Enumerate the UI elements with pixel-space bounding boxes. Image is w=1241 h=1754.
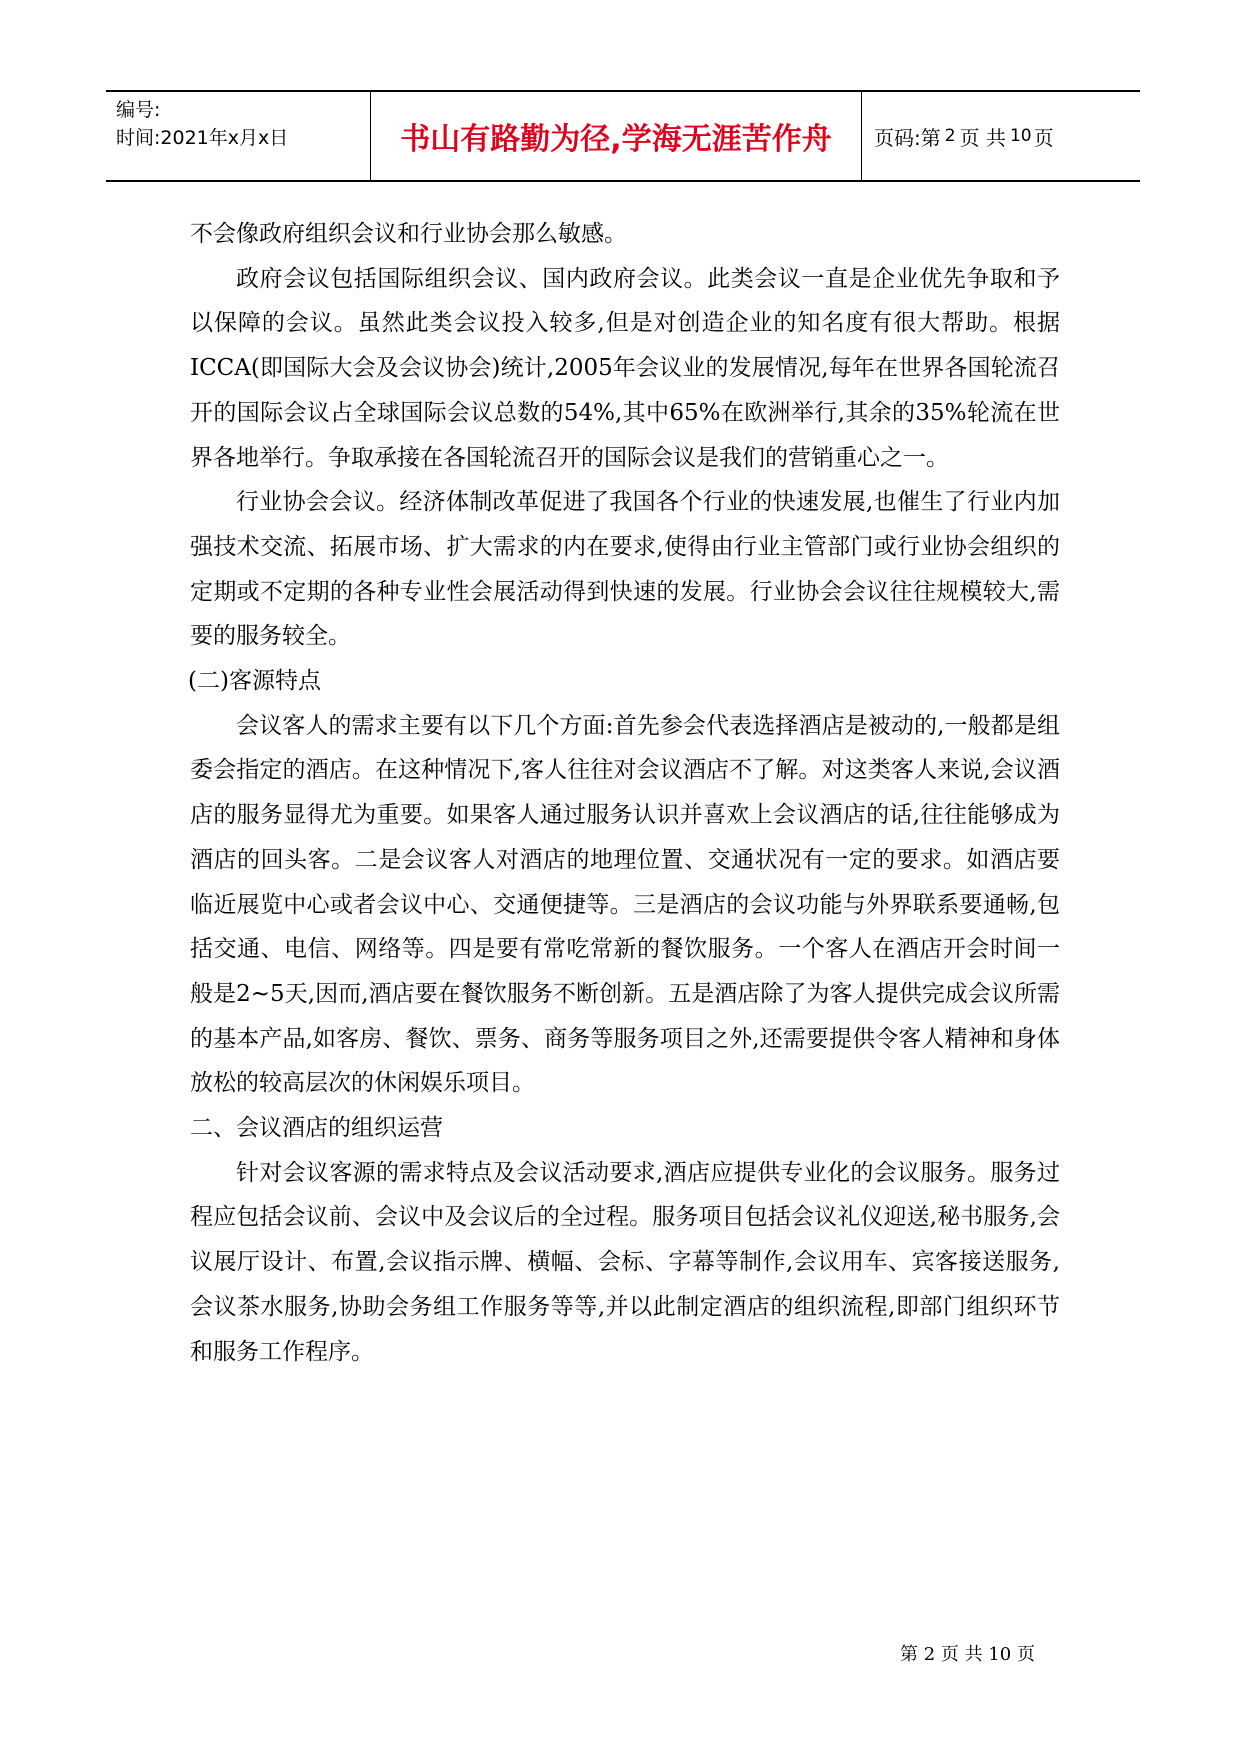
section-heading: (二)客源特点 — [188, 668, 321, 695]
page-prefix: 页码:第 — [874, 125, 941, 150]
page-number: 2 — [944, 126, 956, 146]
page-footer: 第 2 页 共 10 页 — [900, 1644, 1035, 1665]
document-number-label: 编号: — [116, 99, 161, 121]
page-suffix: 页 — [1033, 125, 1054, 150]
header-meta — [116, 92, 371, 180]
page-header — [106, 90, 1140, 182]
paragraph: 政府会议包括国际组织会议、国内政府会议。此类会议一直是企业优先争取和予以保障的会议。虽然此类会议投入较多,但是对创造企业的知名度有很大帮助。根据ICCA(即国际大会及会议协会)统计,2005年会议业的发展情况,每年在世界各国轮流召开的国际会议占全球国际会议总数的54%,其中65%在欧洲举行,其余的35%轮流在世界各地举行。争取承接在各国轮流召开的国际会议是我们的营销重心之一。 — [190, 265, 1060, 471]
section-heading: 二、会议酒店的组织运营 — [190, 1115, 443, 1142]
paragraph: 不会像政府组织会议和行业协会那么敏感。 — [190, 221, 627, 247]
page-total: 10 — [1009, 126, 1032, 146]
page-mid: 页 共 — [959, 125, 1006, 150]
header-page-indicator — [862, 92, 1140, 180]
paragraph: 行业协会会议。经济体制改革促进了我国各个行业的快速发展,也催生了行业内加强技术交流、拓展市场、扩大需求的内在要求,使得由行业主管部门或行业协会组织的定期或不定期的各种专业性会展活动得到快速的发展。行业协会会议往往规模较大,需要的服务较全。 — [190, 489, 1060, 650]
document-time-label: 时间:2021年x月x日 — [116, 127, 289, 149]
paragraph: 针对会议客源的需求特点及会议活动要求,酒店应提供专业化的会议服务。服务过程应包括会议前、会议中及会议后的全过程。服务项目包括会议礼仪迎送,秘书服务,会议展厅设计、布置,会议指示牌、横幅、会标、字幕等制作,会议用车、宾客接送服务,会议茶水服务,协助会务组工作服务等等,并以此制定酒店的组织流程,即部门组织环节和服务工作程序。 — [190, 1159, 1060, 1365]
header-motto: 书山有路勤为径,学海无涯苦作舟 — [400, 122, 832, 157]
paragraph: 会议客人的需求主要有以下几个方面:首先参会代表选择酒店是被动的,一般都是组委会指定的酒店。在这种情况下,客人往往对会议酒店不了解。对这类客人来说,会议酒店的服务显得尤为重要。如果客人通过服务认识并喜欢上会议酒店的话,往往能够成为酒店的回头客。二是会议客人对酒店的地理位置、交通状况有一定的要求。如酒店要临近展览中心或者会议中心、交通便捷等。三是酒店的会议功能与外界联系要通畅,包括交通、电信、网络等。四是要有常吃常新的餐饮服务。一个客人在酒店开会时间一般是2~5天,因而,酒店要在餐饮服务不断创新。五是酒店除了为客人提供完成会议所需的基本产品,如客房、餐饮、票务、商务等服务项目之外,还需要提供令客人精神和身体放松的较高层次的休闲娱乐项目。 — [190, 712, 1060, 1097]
document-body — [190, 212, 1060, 1374]
